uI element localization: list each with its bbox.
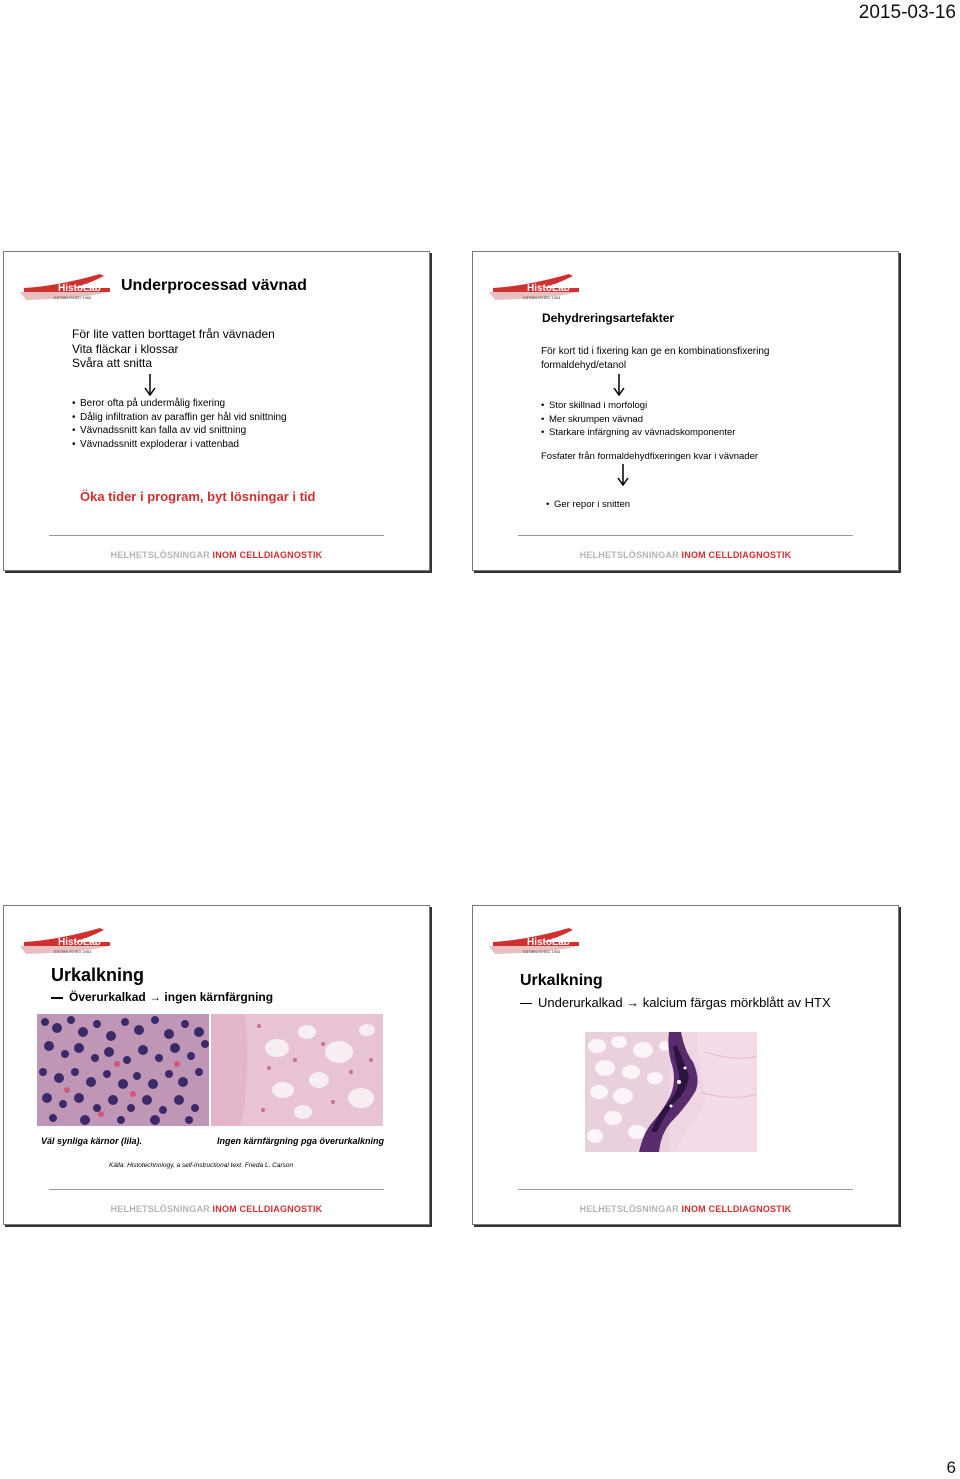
list-item: • Mer skrumpen vävnad <box>541 413 735 427</box>
footer-tagline: HELHETSLÖSNINGAR INOM CELLDIAGNOSTIK <box>579 550 792 560</box>
micrograph-no-nuclear-stain <box>211 1014 383 1126</box>
svg-text:ESTABLISHED 1963: ESTABLISHED 1963 <box>54 295 92 300</box>
footer-divider <box>518 1189 853 1190</box>
list-item: • Beror ofta på undermålig fixering <box>72 397 287 411</box>
cause-list <box>72 397 287 451</box>
slide-title: Dehydreringsartefakter <box>542 311 675 325</box>
slide-title: Urkalkning <box>51 965 145 985</box>
caption-left: Väl synliga kärnor (lila). <box>41 1136 143 1146</box>
final-list <box>546 498 630 512</box>
list-item: • Starkare infärgning av vävnadskomponenter <box>541 426 735 440</box>
list-item: • Vävnadssnitt kan falla av vid snittning <box>72 424 287 438</box>
conclusion-text: Öka tider i program, byt lösningar i tid <box>80 489 316 504</box>
list-item: • Dålig infiltration av paraffin ger hål vid snittning <box>72 411 287 425</box>
dash-icon <box>51 997 63 999</box>
slide-underprocessad <box>3 251 430 571</box>
list-item: • Vävnadssnitt exploderar i vattenbad <box>72 438 287 452</box>
down-arrow-icon <box>613 374 625 396</box>
svg-text:ESTABLISHED 1963: ESTABLISHED 1963 <box>54 949 92 954</box>
slide-title: Underprocessad vävnad <box>121 277 307 294</box>
intro-line: För kort tid i fixering kan ge en kombinationsfixering <box>541 346 770 357</box>
down-arrow-icon <box>617 464 629 486</box>
intro-line: Vita fläckar i klossar <box>72 341 179 356</box>
svg-text:HistoLab: HistoLab <box>58 937 101 948</box>
intro-text <box>72 327 275 371</box>
slide-subtitle: Överurkalkad → ingen kärnfärgning <box>51 990 273 1004</box>
intro-line: För lite vatten borttaget från vävnaden <box>72 327 275 341</box>
histolab-logo <box>18 924 110 962</box>
footer-tagline: HELHETSLÖSNINGAR INOM CELLDIAGNOSTIK <box>110 1204 323 1214</box>
histolab-logo <box>18 270 110 308</box>
footer-tagline: HELHETSLÖSNINGAR INOM CELLDIAGNOSTIK <box>110 550 323 560</box>
svg-text:HistoLab: HistoLab <box>527 283 570 294</box>
micrograph-nuclei-visible <box>37 1014 209 1126</box>
slide-title: Urkalkning <box>520 972 603 989</box>
footer-divider <box>49 535 384 536</box>
source-citation: Källa: Histotechnology, a self-instructional text. Frieda L. Carson <box>109 1162 294 1169</box>
slide-overurkalkad <box>3 905 430 1225</box>
histolab-logo <box>487 270 579 308</box>
page-number: 6 <box>946 1458 956 1477</box>
micrograph-underdecalcified <box>585 1032 757 1152</box>
slide-dehydrering <box>472 251 899 571</box>
intro-line: formaldehyd/etanol <box>541 360 627 371</box>
intro-line: Svåra att snitta <box>72 356 153 370</box>
effect-list <box>541 399 735 440</box>
page-date: 2015-03-16 <box>858 2 956 23</box>
caption-right: Ingen kärnfärgning pga överurkalkning <box>217 1136 385 1146</box>
svg-text:HistoLab: HistoLab <box>527 937 570 948</box>
svg-text:ESTABLISHED 1963: ESTABLISHED 1963 <box>523 949 561 954</box>
down-arrow-icon <box>144 374 156 396</box>
footer-divider <box>49 1189 384 1190</box>
middle-text: Fosfater från formaldehydfixeringen kvar i vävnader <box>541 451 759 462</box>
footer-tagline: HELHETSLÖSNINGAR INOM CELLDIAGNOSTIK <box>579 1204 792 1214</box>
slide-underurkalkad <box>472 905 899 1225</box>
list-item: • Stor skillnad i morfologi <box>541 399 735 413</box>
dash-icon <box>520 1003 532 1005</box>
svg-text:ESTABLISHED 1963: ESTABLISHED 1963 <box>523 295 561 300</box>
svg-text:HistoLab: HistoLab <box>58 283 101 294</box>
intro-text <box>541 345 769 373</box>
slide-subtitle: Underurkalkad → kalcium färgas mörkblått av HTX <box>520 995 831 1010</box>
footer-divider <box>518 535 853 536</box>
histolab-logo <box>487 924 579 962</box>
list-item: • Ger repor i snitten <box>546 498 630 512</box>
